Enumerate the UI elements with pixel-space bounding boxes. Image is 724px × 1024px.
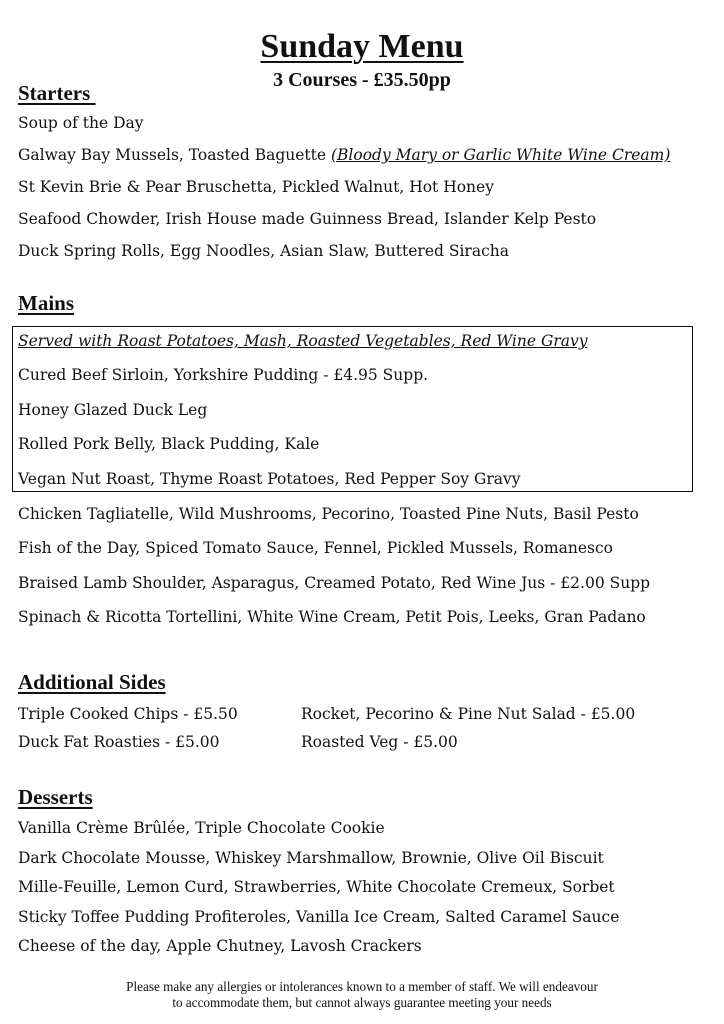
roast-item: Cured Beef Sirloin, Yorkshire Pudding - £4.95 Supp. bbox=[18, 366, 429, 384]
menu-price: 3 Courses - £35.50pp bbox=[273, 69, 451, 91]
starter-item: Seafood Chowder, Irish House made Guinness Bread, Islander Kelp Pesto bbox=[18, 210, 597, 228]
side-item: Triple Cooked Chips - £5.50 bbox=[18, 705, 238, 723]
allergy-notice-line: to accommodate them, but cannot always guarantee meeting your needs bbox=[172, 995, 552, 1010]
menu-title: Sunday Menu bbox=[260, 28, 464, 65]
roast-item: Rolled Pork Belly, Black Pudding, Kale bbox=[18, 435, 320, 453]
dessert-item: Mille-Feuille, Lemon Curd, Strawberries, White Chocolate Cremeux, Sorbet bbox=[18, 878, 615, 896]
mains-heading: Mains bbox=[18, 291, 75, 315]
dessert-item: Dark Chocolate Mousse, Whiskey Marshmallow, Brownie, Olive Oil Biscuit bbox=[18, 849, 604, 867]
starter-item: St Kevin Brie & Pear Bruschetta, Pickled Walnut, Hot Honey bbox=[18, 178, 494, 196]
starter-item-name: Galway Bay Mussels, Toasted Baguette bbox=[18, 146, 331, 164]
desserts-heading: Desserts bbox=[18, 785, 93, 809]
roast-item: Vegan Nut Roast, Thyme Roast Potatoes, Red Pepper Soy Gravy bbox=[18, 470, 521, 488]
main-item: Fish of the Day, Spiced Tomato Sauce, Fennel, Pickled Mussels, Romanesco bbox=[18, 539, 613, 557]
roast-note bbox=[18, 330, 588, 352]
starter-item: Duck Spring Rolls, Egg Noodles, Asian Slaw, Buttered Siracha bbox=[18, 242, 509, 260]
starter-item bbox=[18, 144, 670, 166]
main-item: Braised Lamb Shoulder, Asparagus, Creamed Potato, Red Wine Jus - £2.00 Supp bbox=[18, 574, 651, 592]
starter-item: Soup of the Day bbox=[18, 114, 144, 132]
side-item: Roasted Veg - £5.00 bbox=[301, 733, 458, 751]
main-item: Chicken Tagliatelle, Wild Mushrooms, Pecorino, Toasted Pine Nuts, Basil Pesto bbox=[18, 505, 639, 523]
allergy-notice-line: Please make any allergies or intolerances known to a member of staff. We will endeavour bbox=[126, 979, 598, 994]
dessert-item: Vanilla Crème Brûlée, Triple Chocolate Cookie bbox=[18, 819, 385, 837]
dessert-item: Sticky Toffee Pudding Profiteroles, Vanilla Ice Cream, Salted Caramel Sauce bbox=[18, 908, 620, 926]
sides-heading: Additional Sides bbox=[18, 670, 166, 694]
dessert-item: Cheese of the day, Apple Chutney, Lavosh Crackers bbox=[18, 937, 422, 955]
mussels-options-note: (Bloody Mary or Garlic White Wine Cream) bbox=[330, 146, 671, 164]
side-item: Duck Fat Roasties - £5.00 bbox=[18, 733, 220, 751]
allergy-notice bbox=[0, 979, 724, 1011]
roast-item: Honey Glazed Duck Leg bbox=[18, 401, 208, 419]
main-item: Spinach & Ricotta Tortellini, White Wine Cream, Petit Pois, Leeks, Gran Padano bbox=[18, 608, 646, 626]
side-item: Rocket, Pecorino & Pine Nut Salad - £5.00 bbox=[301, 705, 636, 723]
roast-note-text: Served with Roast Potatoes, Mash, Roasted Vegetables, Red Wine Gravy bbox=[18, 332, 588, 350]
starters-heading: Starters bbox=[18, 81, 96, 105]
